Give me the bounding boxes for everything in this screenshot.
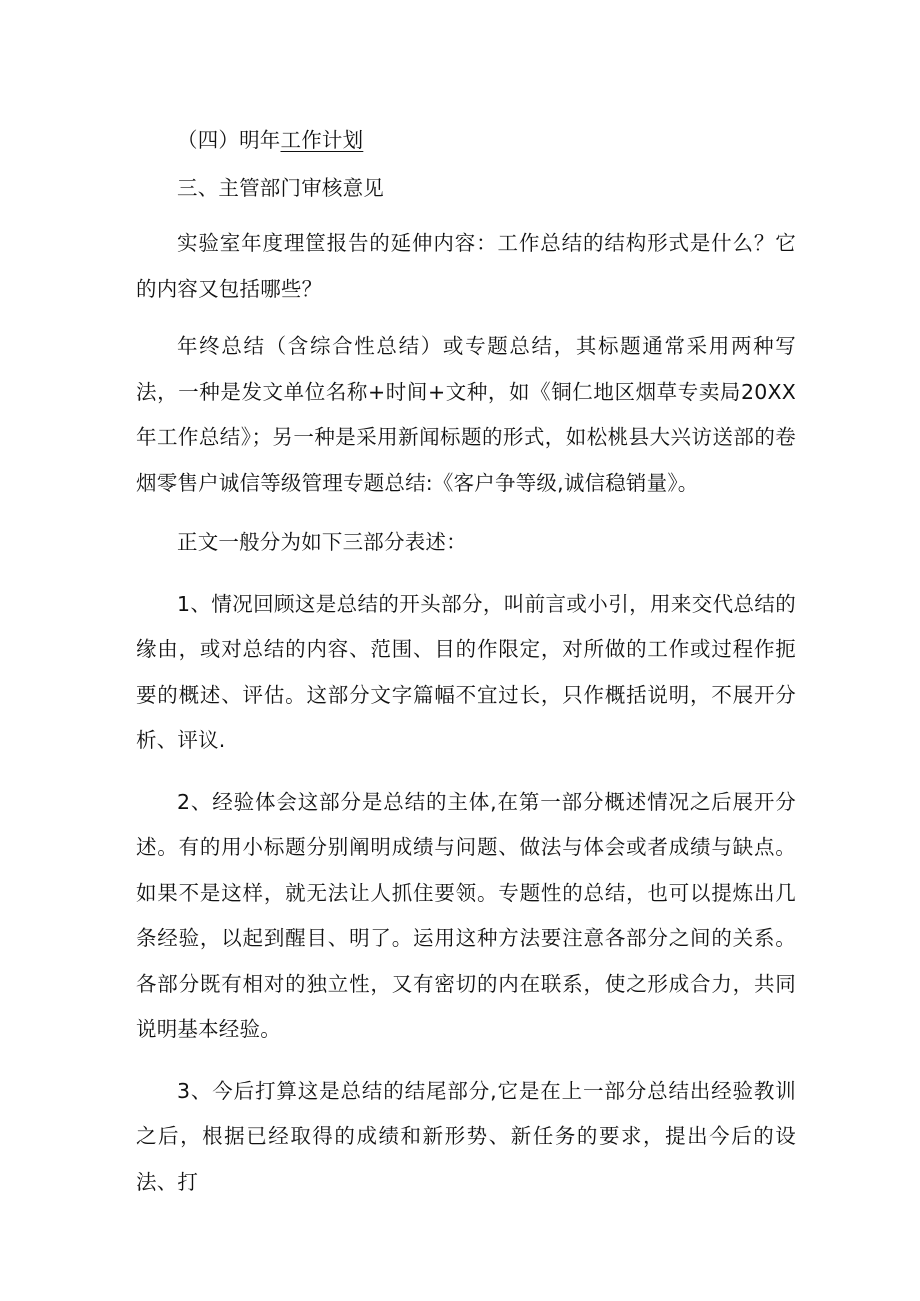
paragraph-extension-intro: 实验室年度理筐报告的延伸内容：工作总结的结构形式是什么？它的内容又包括哪些？ — [136, 231, 796, 301]
paragraph-situation-review: 1、情况回顾这是总结的开头部分，叫前言或小引，用来交代总结的缘由，或对总结的内容、范围、目的作限定，对所做的工作或过程作扼要的概述、评估。这部分文字篇幅不宜过长，只作概括说明，不展开分析、评议. — [136, 591, 796, 752]
section-heading-next-year-plan — [136, 118, 796, 164]
paragraph-body-structure: 正文一般分为如下三部分表述： — [177, 530, 467, 554]
paragraph-title-styles: 年终总结（含综合性总结）或专题总结，其标题通常采用两种写法，一种是发文单位名称+时间+文种，如《铜仁地区烟草专卖局20XX年工作总结》；另一种是采用新闻标题的形式，如松桃县大兴访送部的卷烟零售户诚信等级管理专题总结:《客户争等级,诚信稳销量》。 — [136, 334, 796, 495]
section-heading-prefix: （四）明年 — [177, 128, 281, 152]
section-heading-review-opinion: 三、主管部门审核意见 — [177, 175, 384, 200]
work-plan-link-text: 工作计划 — [280, 128, 364, 152]
document-body — [136, 118, 796, 1221]
paragraph-experience: 2、经验体会这部分是总结的主体,在第一部分概述情况之后展开分述。有的用小标题分别阐明成绩与问题、做法与体会或者成绩与缺点。如果不是这样，就无法让人抓住要领。专题性的总结，也可以提炼出几条经验，以起到醒目、明了。运用这种方法要注意各部分之间的关系。各部分既有相对的独立性，又有密切的内在联系，使之形成合力，共同说明基本经验。 — [136, 789, 796, 1041]
paragraph-future-plans: 3、今后打算这是总结的结尾部分,它是在上一部分总结出经验教训之后，根据已经取得的成绩和新形势、新任务的要求，提出今后的设法、打 — [136, 1078, 796, 1194]
